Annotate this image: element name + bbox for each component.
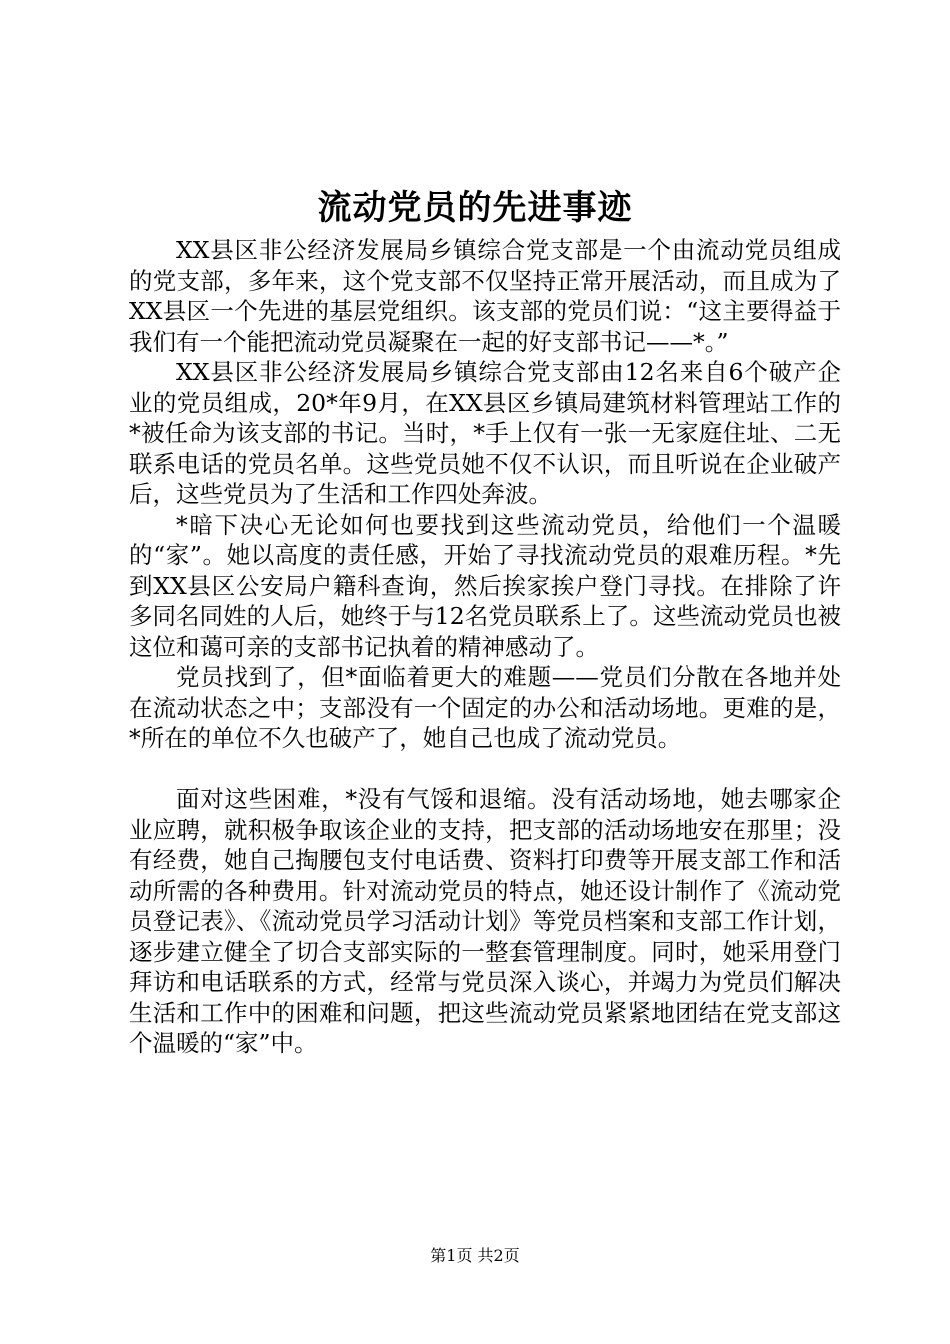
page-footer: 第1页 共2页 (430, 1246, 520, 1265)
paragraph-2: XX县区非公经济发展局乡镇综合党支部由12名来自6个破产企业的党员组成，20*年9月，在XX县区乡镇局建筑材料管理站工作的*被任命为该支部的书记。当时，*手上仅有一张一无家庭住址、二无联系电话的党员名单。这些党员她不仅不认识，而且听说在企业破产后，这些党员为了生活和工作四处奔波。 (129, 358, 841, 508)
document-title: 流动党员的先进事迹 (317, 188, 633, 228)
paragraph-4: 党员找到了，但*面临着更大的难题——党员们分散在各地并处在流动状态之中；支部没有一个固定的办公和活动场地。更难的是，*所在的单位不久也破产了，她自己也成了流动党员。 (129, 663, 841, 752)
paragraph-5: 面对这些困难，*没有气馁和退缩。没有活动场地，她去哪家企业应聘，就积极争取该企业的支持，把支部的活动场地安在那里；没有经费，她自己掏腰包支付电话费、资料打印费等开展支部工作和活动所需的各种费用。针对流动党员的特点，她还设计制作了《流动党员登记表》、《流动党员学习活动计划》等党员档案和支部工作计划，逐步建立健全了切合支部实际的一整套管理制度。同时，她采用登门拜访和电话联系的方式，经常与党员深入谈心，并竭力为党员们解决生活和工作中的困难和问题，把这些流动党员紧紧地团结在党支部这个温暖的“家”中。 (129, 785, 841, 1057)
paragraph-3: *暗下决心无论如何也要找到这些流动党员，给他们一个温暖的“家”。她以高度的责任感，开始了寻找流动党员的艰难历程。*先到XX县区公安局户籍科查询，然后挨家挨户登门寻找。在排除了许多同名同姓的人后，她终于与12名党员联系上了。这些流动党员也被这位和蔼可亲的支部书记执着的精神感动了。 (129, 510, 841, 661)
document-body (129, 235, 841, 1059)
paragraph-1: XX县区非公经济发展局乡镇综合党支部是一个由流动党员组成的党支部，多年来，这个党支部不仅坚持正常开展活动，而且成为了XX县区一个先进的基层党组织。该支部的党员们说：“这主要得益于我们有一个能把流动党员凝聚在一起的好支部书记——*。” (129, 236, 841, 356)
